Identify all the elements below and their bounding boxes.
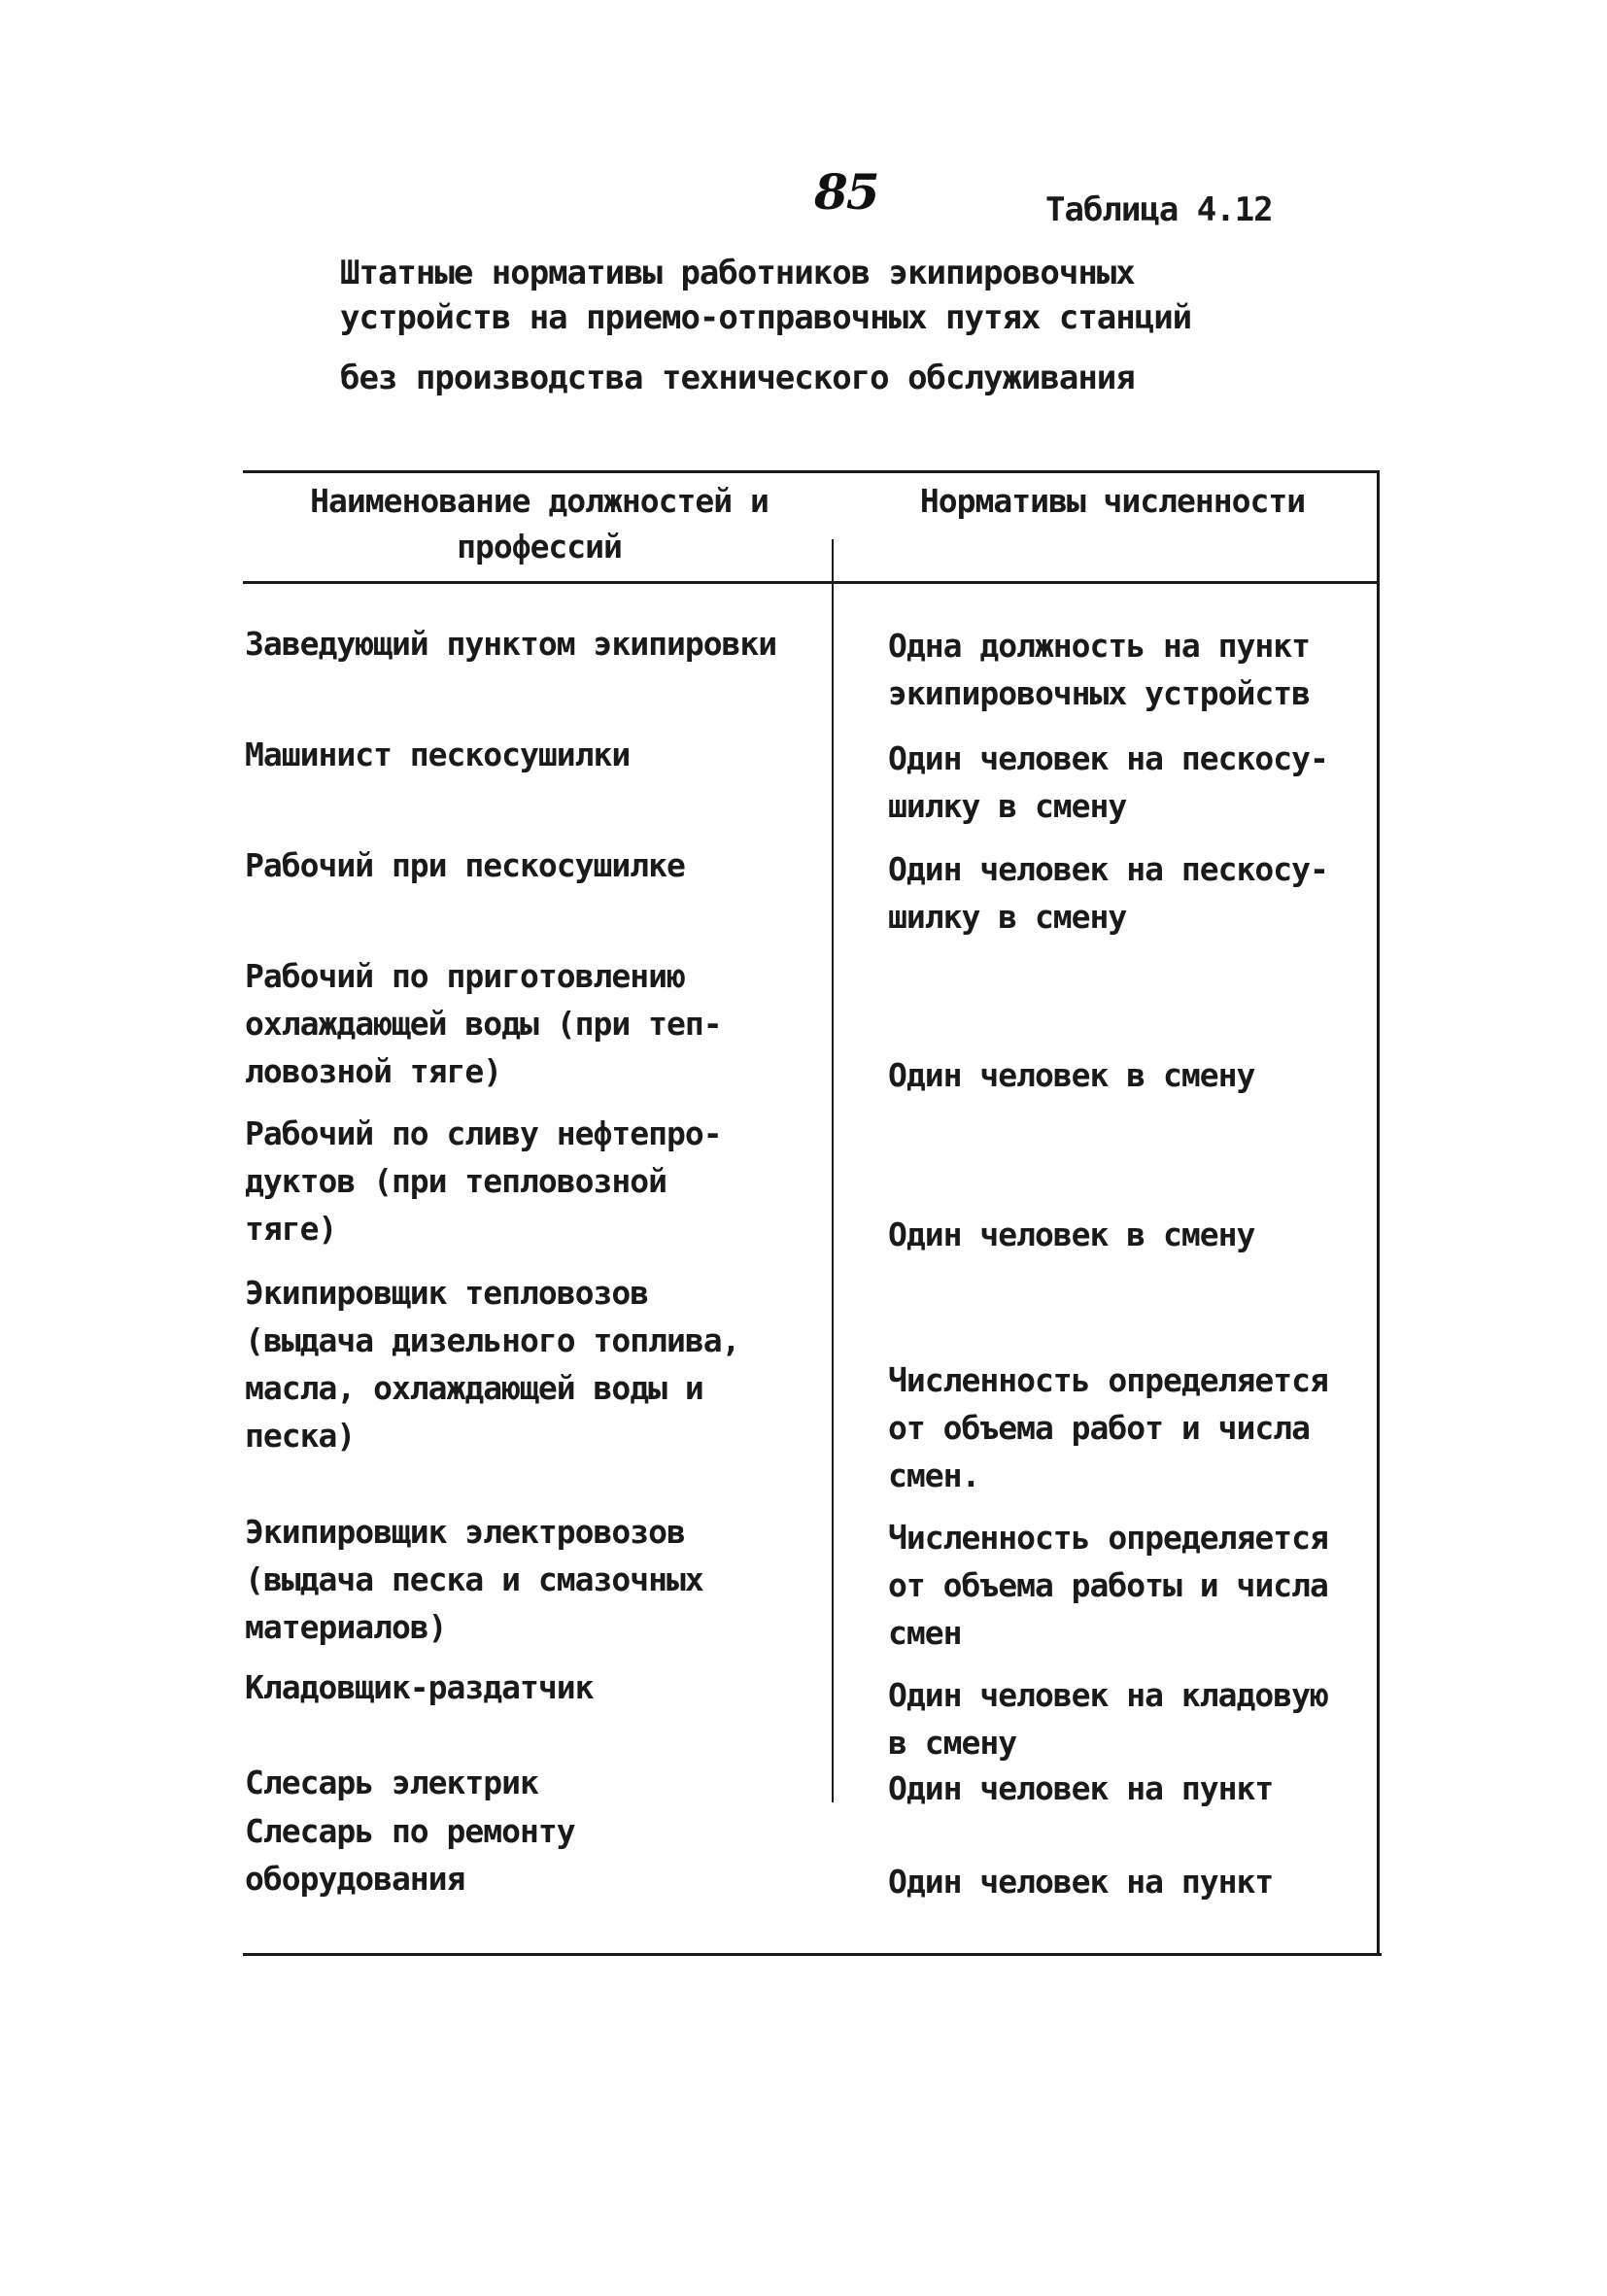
table-row-10-position: Слесарь по ремонту оборудования — [245, 1812, 575, 1898]
table-row-9-position: Слесарь электрик — [245, 1764, 538, 1801]
table-title-line-1: Штатные нормативы работников экипировочных — [340, 254, 1135, 292]
table-row-4-norm: Один человек в смену — [888, 1056, 1255, 1094]
table-row-6-position: Экипировщик тепловозов (выдача дизельного топлива, масла, охлаждающей воды и песка) — [245, 1274, 740, 1455]
table-row-5-position: Рабочий по сливу нефтепро- дуктов (при тепловозной тяге) — [245, 1114, 722, 1248]
table-top-rule — [243, 470, 1380, 473]
table-row-6-norm: Численность определяется от объема работ и числа смен. — [888, 1361, 1328, 1494]
table-row-3-norm: Один человек на пескосу- шилку в смену — [888, 850, 1328, 936]
table-right-border — [1377, 470, 1380, 1955]
header-norm: Нормативы численности — [919, 482, 1306, 520]
table-row-2-position: Машинист пескосушилки — [245, 736, 631, 773]
table-row-7-norm: Численность определяется от объема работы и числа смен — [888, 1519, 1328, 1652]
table-row-1-position: Заведующий пунктом экипировки — [245, 625, 777, 663]
table-row-4-position: Рабочий по приготовлению охлаждающей воды (при теп- ловозной тяге) — [245, 957, 722, 1090]
table-row-3-position: Рабочий при пескосушилке — [245, 846, 685, 884]
table-title — [340, 251, 1312, 400]
table-header-rule — [243, 581, 1380, 584]
table-column-divider — [832, 539, 834, 1802]
table-bottom-rule — [243, 1953, 1382, 1956]
page-number: 85 — [814, 163, 878, 221]
table-row-8-position: Кладовщик-раздатчик — [245, 1668, 594, 1706]
table-row-2-norm: Один человек на пескосу- шилку в смену — [888, 739, 1328, 825]
table-row-9-norm: Один человек на пункт — [888, 1769, 1274, 1807]
table-row-7-position: Экипировщик электровозов (выдача песка и смазочных материалов) — [245, 1513, 703, 1646]
table-label: Таблица 4.12 — [1045, 190, 1273, 229]
header-position: Наименование должностей и профессий — [310, 482, 769, 565]
table-row-5-norm: Один человек в смену — [888, 1216, 1255, 1253]
table-row-10-norm: Один человек на пункт — [888, 1863, 1274, 1901]
table-row-1-norm: Одна должность на пункт экипировочных устройств — [888, 627, 1310, 712]
table-title-line-3: без производства технического обслуживания — [340, 359, 1135, 397]
table-row-8-norm: Один человек на кладовую в смену — [888, 1676, 1328, 1762]
table-title-line-2: устройств на приемо-отправочных путях станций — [340, 298, 1192, 337]
